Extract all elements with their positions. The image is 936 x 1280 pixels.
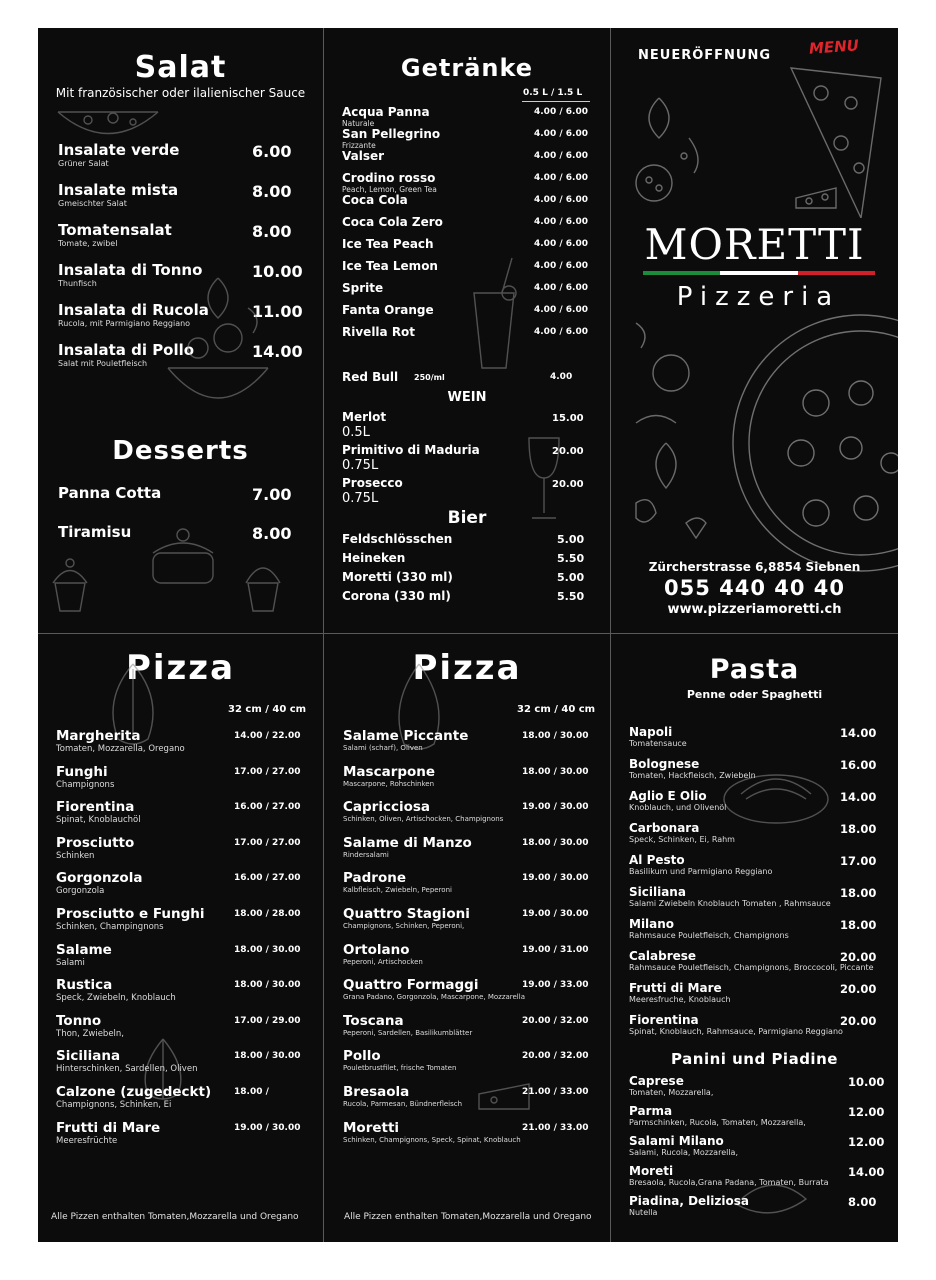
item-description: Rindersalami <box>343 850 389 859</box>
glass-icon <box>464 253 524 373</box>
item-price: 19.00 / 33.00 <box>522 980 589 991</box>
item-price: 10.00 <box>252 262 303 281</box>
item-price: 20.00 / 32.00 <box>522 1051 589 1062</box>
item-price: 4.00 / 6.00 <box>534 151 588 161</box>
item-price: 19.00 / 30.00 <box>522 909 589 919</box>
salat-title: Salat <box>134 50 227 85</box>
item-size: 0.5L <box>342 425 370 440</box>
item-price: 8.00 <box>252 182 292 201</box>
item-name: Napoli <box>629 725 673 739</box>
item-price: 12.00 <box>848 1105 885 1119</box>
item-description: Parmschinken, Rucola, Tomaten, Mozzarella, <box>629 1118 806 1127</box>
item-name: Salami Milano <box>629 1134 724 1148</box>
item-name: Al Pesto <box>629 853 685 867</box>
size-header: 0.5 L / 1.5 L <box>523 88 583 98</box>
item-price: 16.00 / 27.00 <box>234 873 301 884</box>
item-name: Gorgonzola <box>56 870 143 887</box>
item-name: Fiorentina <box>629 1013 699 1027</box>
item-price: 17.00 / 27.00 <box>234 766 301 777</box>
item-description: Speck, Schinken, Ei, Rahm <box>629 835 735 844</box>
item-price: 4.00 / 6.00 <box>534 107 588 117</box>
flag-red <box>798 271 875 275</box>
item-description: Nutella <box>629 1208 658 1217</box>
item-price: 18.00 / <box>234 1087 269 1097</box>
item-price: 18.00 <box>840 886 877 900</box>
brand-subtitle: Pizzeria <box>676 282 841 312</box>
cupcake-icon <box>243 553 283 613</box>
item-price: 18.00 / 30.00 <box>522 837 589 848</box>
item-name: Frutti di Mare <box>629 981 722 995</box>
item-name: Caprese <box>629 1074 684 1088</box>
item-name: Merlot <box>342 410 387 424</box>
item-description: Bresaola, Rucola,Grana Padana, Tomaten, Burrata <box>629 1178 829 1187</box>
item-description: Rucola, Parmesan, Bündnerfleisch <box>343 1100 463 1108</box>
item-description: Schinken <box>56 850 95 861</box>
item-name: Capricciosa <box>343 799 431 816</box>
item-name: Moretti <box>343 1119 400 1136</box>
item-name: Insalate verde <box>58 141 180 159</box>
item-name: Rustica <box>56 977 113 994</box>
item-price: 21.00 / 33.00 <box>522 1087 589 1097</box>
salat-panel <box>38 28 323 633</box>
item-name: Milano <box>629 917 675 931</box>
item-name: Aglio E Olio <box>629 789 707 803</box>
item-description: Champignons <box>56 779 115 790</box>
item-price: 18.00 / 30.00 <box>522 731 589 741</box>
item-price: 7.00 <box>252 485 292 504</box>
item-name: Prosecco <box>342 476 403 490</box>
item-name: Margherita <box>56 728 141 744</box>
item-name: Ice Tea Lemon <box>342 259 438 273</box>
item-name: Moreti <box>629 1164 674 1178</box>
item-price: 4.00 / 6.00 <box>534 239 588 249</box>
item-name: Funghi <box>56 763 108 780</box>
salat-subtitle: Mit französischer oder ilalienischer Sauce <box>55 86 306 100</box>
item-description: Mascarpone, Rohschinken <box>343 779 435 788</box>
item-description: Speck, Zwiebeln, Knoblauch <box>56 993 176 1004</box>
item-description: Salami, Rucola, Mozzarella, <box>629 1148 739 1157</box>
item-name: Bresaola <box>343 1084 410 1100</box>
item-name: Heineken <box>342 551 406 565</box>
salad-doodle-icon <box>158 258 278 438</box>
item-price: 19.00 / 31.00 <box>522 944 589 955</box>
item-description: Spinat, Knoblauch, Rahmsauce, Parmigiano Reggiano <box>629 1027 843 1036</box>
pizza2-title: Pizza <box>412 648 522 688</box>
item-description: Thunfisch <box>58 279 97 288</box>
flag-stripe <box>643 271 875 275</box>
menu-tag: MENU <box>808 36 860 58</box>
item-name: Siciliana <box>629 885 686 899</box>
pizza1-title: Pizza <box>125 648 236 688</box>
item-name: Rivella Rot <box>342 325 416 339</box>
item-name: Moretti (330 ml) <box>342 570 453 584</box>
item-price: 20.00 <box>840 982 877 996</box>
item-description: Peach, Lemon, Green Tea <box>342 185 437 194</box>
item-price: 20.00 <box>840 950 877 964</box>
item-name: Tomatensalat <box>58 221 172 239</box>
item-price: 5.00 <box>557 533 585 546</box>
item-description: Tomate, zwibel <box>58 239 118 248</box>
item-price: 18.00 <box>840 822 877 836</box>
item-name: Carbonara <box>629 821 700 835</box>
item-description: Tomaten, Mozzarella, Oregano <box>56 744 185 754</box>
item-name: Bolognese <box>629 757 700 771</box>
item-price: 14.00 <box>840 726 877 740</box>
item-description: Knoblauch, und Olivenöl <box>629 803 727 812</box>
item-price: 19.00 / 30.00 <box>522 873 589 884</box>
item-price: 16.00 / 27.00 <box>234 802 301 813</box>
item-name: Frutti di Mare <box>56 1119 161 1136</box>
pizza1-footer: Alle Pizzen enthalten Tomaten,Mozzarella und Oregano <box>51 1212 299 1222</box>
item-price: 4.00 / 6.00 <box>534 327 588 337</box>
item-name: Padrone <box>343 870 407 887</box>
item-price: 21.00 / 33.00 <box>522 1122 589 1133</box>
item-description: Rahmsauce Pouletfleisch, Champignons, Broccocoli, Piccante <box>629 963 874 972</box>
item-name: Salame <box>56 941 112 958</box>
item-name: Insalata di Tonno <box>58 261 203 279</box>
item-name: Acqua Panna <box>342 105 430 119</box>
item-name: Insalata di Rucola <box>58 301 209 319</box>
bier-title: Bier <box>447 508 487 528</box>
pasta-title: Pasta <box>709 654 800 685</box>
item-name: Fanta Orange <box>342 303 434 317</box>
item-price: 17.00 / 29.00 <box>234 1015 301 1026</box>
item-name: Tiramisu <box>58 523 132 541</box>
item-description: Frizzante <box>342 141 376 150</box>
item-price: 14.00 <box>840 790 877 804</box>
item-description: Tomaten, Hackfleisch, Zwiebeln <box>629 771 756 780</box>
item-description: Tomaten, Mozzarella, <box>629 1088 714 1097</box>
pizza1-size-header: 32 cm / 40 cm <box>228 704 307 715</box>
pizza1-panel <box>38 634 323 1242</box>
item-price: 6.00 <box>252 142 292 161</box>
pizza2-footer: Alle Pizzen enthalten Tomaten,Mozzarella und Oregano <box>344 1212 592 1222</box>
item-price: 8.00 <box>252 524 292 543</box>
item-name: Ice Tea Peach <box>342 237 434 251</box>
item-description: Peperoni, Artischocken <box>343 957 423 966</box>
item-price: 18.00 / 30.00 <box>234 1051 301 1062</box>
item-price: 18.00 / 30.00 <box>234 980 301 991</box>
pizza2-panel <box>324 634 610 1242</box>
flag-green <box>643 271 720 275</box>
neueroeffnung-badge: NEUERÖFFNUNG <box>638 48 772 63</box>
item-price: 12.00 <box>848 1135 885 1149</box>
item-price: 19.00 / 30.00 <box>522 802 589 813</box>
item-name: Piadina, Deliziosa <box>629 1194 749 1208</box>
item-name: Siciliana <box>56 1048 121 1065</box>
item-name: Quattro Stagioni <box>343 906 470 922</box>
wein-title: WEIN <box>447 390 487 405</box>
item-price: 16.00 <box>840 758 877 772</box>
cupcake-icon <box>50 553 90 613</box>
item-price: 14.00 / 22.00 <box>234 731 301 741</box>
item-price: 4.00 / 6.00 <box>534 283 588 293</box>
item-name: Prosciutto e Funghi <box>56 906 205 922</box>
item-name: Quattro Formaggi <box>343 977 479 994</box>
item-name: Pollo <box>343 1048 381 1065</box>
item-price: 4.00 <box>550 372 573 382</box>
item-name: Tonno <box>56 1012 102 1029</box>
item-name: Parma <box>629 1104 673 1118</box>
item-description: Schinken, Champingnons <box>56 922 164 932</box>
item-description: Rahmsauce Pouletfleisch, Champignons <box>629 931 789 940</box>
item-name: Salame Piccante <box>343 728 469 744</box>
item-price: 4.00 / 6.00 <box>534 195 588 205</box>
item-price: 20.00 <box>552 446 584 457</box>
item-description: Naturale <box>342 119 375 128</box>
item-price: 4.00 / 6.00 <box>534 173 588 183</box>
item-size: 0.75L <box>342 458 379 473</box>
item-price: 11.00 <box>252 302 303 321</box>
item-name: Corona (330 ml) <box>342 589 451 603</box>
item-description: Thon, Zwiebeln, <box>56 1028 125 1039</box>
cake-icon <box>148 523 218 588</box>
item-price: 18.00 / 30.00 <box>522 766 589 777</box>
website-link[interactable]: www.pizzeriamoretti.ch <box>667 602 842 617</box>
item-price: 8.00 <box>252 222 292 241</box>
item-description: Grüner Salat <box>58 159 109 168</box>
item-price: 4.00 / 6.00 <box>534 217 588 227</box>
item-description: Rucola, mit Parmigiano Reggiano <box>58 319 191 328</box>
getraenke-title: Getränke <box>400 54 534 82</box>
item-price: 5.50 <box>557 590 585 603</box>
item-price: 8.00 <box>848 1195 877 1209</box>
item-name: Ortolano <box>343 941 410 958</box>
size-underline <box>522 101 590 102</box>
item-name: Primitivo di Maduria <box>342 443 480 457</box>
item-name: Fiorentina <box>56 799 135 816</box>
item-price: 19.00 / 30.00 <box>234 1122 301 1133</box>
item-name: Toscana <box>343 1012 404 1029</box>
item-price: 5.00 <box>557 571 585 584</box>
item-price: 5.50 <box>557 552 585 565</box>
item-price: 18.00 / 28.00 <box>234 909 301 919</box>
wine-glass-icon <box>524 433 564 523</box>
item-description: Meeresfrüchte <box>56 1135 118 1146</box>
item-price: 20.00 <box>552 479 584 490</box>
item-description: Pouletbrustfilet, frische Tomaten <box>343 1064 457 1073</box>
flag-white <box>720 271 797 275</box>
item-name: Calzone (zugedeckt) <box>56 1084 212 1100</box>
item-name: Insalate mista <box>58 181 179 199</box>
cheese-icon <box>791 173 841 213</box>
item-description: Spinat, Knoblauchöl <box>56 815 141 826</box>
item-price: 4.00 / 6.00 <box>534 129 588 139</box>
item-description: Salat mit Pouletfleisch <box>58 359 148 368</box>
item-price: 14.00 <box>252 342 303 361</box>
item-description: Tomatensauce <box>629 739 687 748</box>
item-name: Calabrese <box>629 949 697 963</box>
item-name: Salame di Manzo <box>343 834 472 851</box>
item-description: Salami Zwiebeln Knoblauch Tomaten , Rahmsauce <box>629 899 831 908</box>
pasta-plate-icon <box>721 759 831 829</box>
item-description: Grana Padano, Gorgonzola, Mascarpone, Mozzarella <box>343 993 525 1002</box>
item-name: Coca Cola Zero <box>342 215 443 229</box>
item-price: 4.00 / 6.00 <box>534 305 588 315</box>
item-price: 15.00 <box>552 413 584 424</box>
menu-sheet <box>38 28 898 1242</box>
item-name: Sprite <box>342 281 384 295</box>
item-description: Schinken, Champignons, Speck, Spinat, Knoblauch <box>343 1135 521 1144</box>
brand-name: MORETTI <box>644 220 865 269</box>
item-name: Mascarpone <box>343 763 436 780</box>
item-description: Salami (scharf), Oliven <box>343 744 423 752</box>
item-description: Gmeischter Salat <box>58 199 127 208</box>
pasta-panel <box>611 634 898 1242</box>
item-description: Hinterschinken, Sardellen, Oliven <box>56 1064 198 1075</box>
panini-title: Panini und Piadine <box>671 1050 838 1068</box>
address: Zürcherstrasse 6,8854 Siebnen <box>648 560 861 574</box>
item-price: 14.00 <box>848 1165 885 1179</box>
tomato-icon <box>626 313 716 563</box>
item-price: 20.00 / 32.00 <box>522 1015 589 1026</box>
item-description: Basilikum und Parmigiano Reggiano <box>629 867 773 876</box>
item-price: 4.00 / 6.00 <box>534 261 588 271</box>
item-price: 10.00 <box>848 1075 885 1089</box>
item-name: Insalata di Pollo <box>58 341 195 359</box>
pizza-icon <box>726 313 898 573</box>
item-price: 18.00 <box>840 918 877 932</box>
desserts-title: Desserts <box>112 436 249 466</box>
item-price: 17.00 / 27.00 <box>234 837 301 848</box>
item-name: Feldschlösschen <box>342 532 453 546</box>
item-description: Gorgonzola <box>56 886 105 897</box>
item-name: Coca Cola <box>342 193 408 207</box>
pasta-subtitle: Penne oder Spaghetti <box>686 688 823 701</box>
item-description: Champignons, Schinken, Peperoni, <box>343 922 465 930</box>
item-name: Panna Cotta <box>58 484 162 502</box>
item-description: Salami <box>56 957 85 968</box>
item-price: 20.00 <box>840 1014 877 1028</box>
item-description: Meeresfruche, Knoblauch <box>629 995 731 1004</box>
item-price: 17.00 <box>840 854 877 868</box>
item-description: Peperoni, Sardellen, Basilikumblätter <box>343 1028 473 1037</box>
item-name: San Pellegrino <box>342 127 441 141</box>
item-name: Red Bull <box>342 370 399 384</box>
item-size: 250/ml <box>414 373 445 382</box>
item-description: Champignons, Schinken, Ei <box>56 1100 172 1110</box>
brand-panel <box>611 28 898 633</box>
pizza2-size-header: 32 cm / 40 cm <box>517 704 596 715</box>
item-name: Valser <box>342 149 385 163</box>
phone-number[interactable]: 055 440 40 40 <box>663 576 846 600</box>
item-size: 0.75L <box>342 491 379 506</box>
vegetables-icon <box>629 88 739 208</box>
getraenke-panel <box>324 28 610 633</box>
item-price: 18.00 / 30.00 <box>234 944 301 955</box>
item-name: Prosciutto <box>56 834 135 851</box>
item-name: Crodino rosso <box>342 171 436 185</box>
item-description: Kalbfleisch, Zwiebeln, Peperoni <box>343 886 452 895</box>
item-description: Schinken, Oliven, Artischocken, Champignons <box>343 815 504 824</box>
